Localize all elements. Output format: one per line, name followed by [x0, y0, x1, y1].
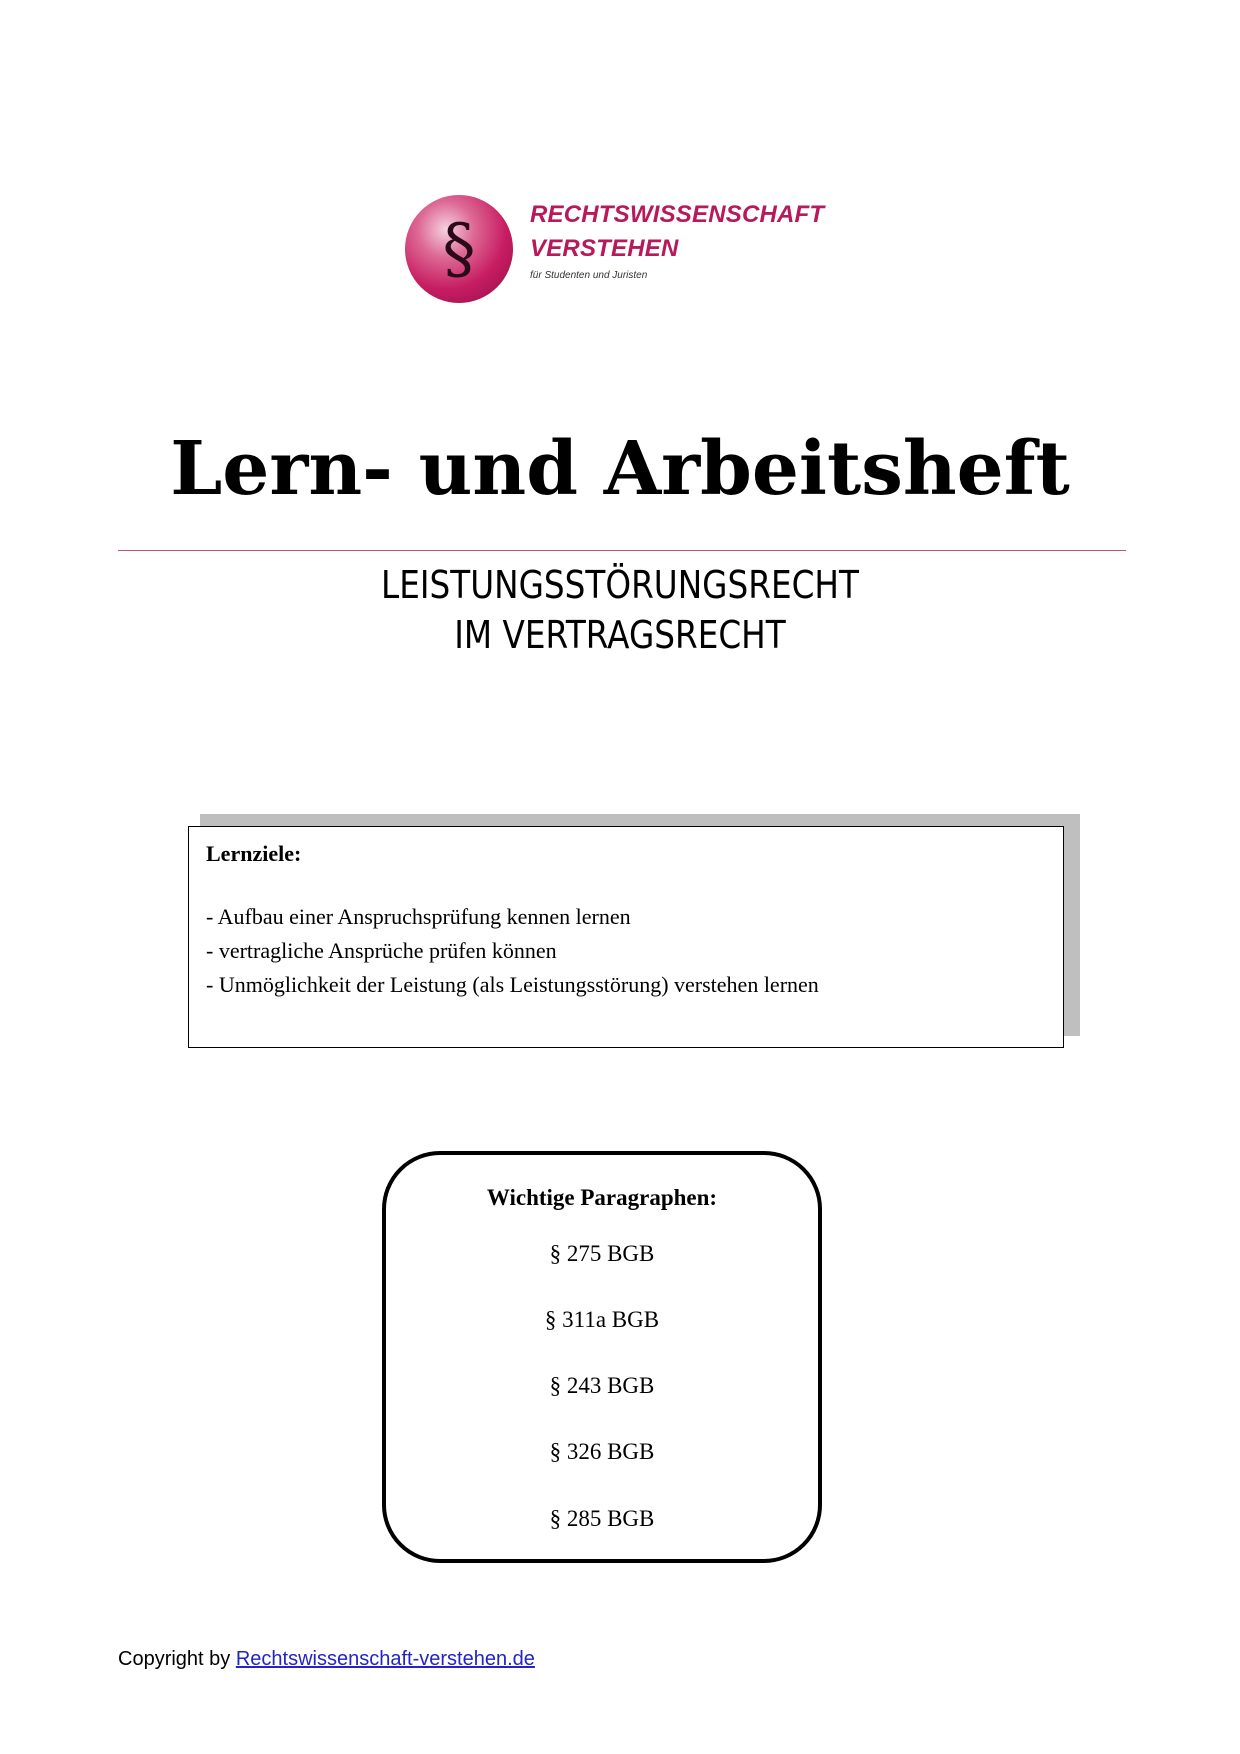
paragraph-item: § 275 BGB: [549, 1241, 655, 1266]
learning-goals-box: [188, 826, 1064, 1048]
logo-text-line1: RECHTSWISSENSCHAFT: [530, 201, 825, 228]
document-title: Lern- und Arbeitsheft: [170, 426, 1070, 512]
copyright-footer: [118, 1648, 535, 1671]
subtitle-line: IM VERTRAGSRECHT: [454, 613, 786, 657]
subtitle-line: LEISTUNGSSTÖRUNGSRECHT: [381, 563, 859, 607]
paragraph-item: § 326 BGB: [549, 1439, 655, 1464]
important-paragraphs-heading: Wichtige Paragraphen:: [486, 1185, 718, 1210]
learning-goal-item: - Unmöglichkeit der Leistung (als Leistungsstörung) verstehen lernen: [206, 972, 819, 997]
paragraph-icon: §: [442, 210, 476, 287]
document-subtitle: [87, 560, 1153, 660]
learning-goal-item: - vertragliche Ansprüche prüfen können: [206, 938, 557, 963]
learning-goals-list: [206, 900, 819, 1002]
website-link[interactable]: Rechtswissenschaft-verstehen.de: [235, 1648, 535, 1670]
copyright-prefix: Copyright by: [118, 1648, 236, 1670]
paragraph-item: § 285 BGB: [549, 1506, 655, 1531]
title-divider: [118, 550, 1126, 551]
brand-logo: [405, 195, 845, 305]
paragraph-item: § 243 BGB: [549, 1373, 655, 1398]
learning-goals-heading: Lernziele:: [206, 841, 302, 866]
learning-goal-item: - Aufbau einer Anspruchsprüfung kennen lernen: [206, 904, 631, 929]
logo-text-line2: VERSTEHEN: [530, 235, 679, 262]
important-paragraphs-box: [382, 1151, 822, 1563]
paragraph-item: § 311a BGB: [544, 1307, 660, 1332]
logo-tagline: für Studenten und Juristen: [530, 270, 648, 281]
